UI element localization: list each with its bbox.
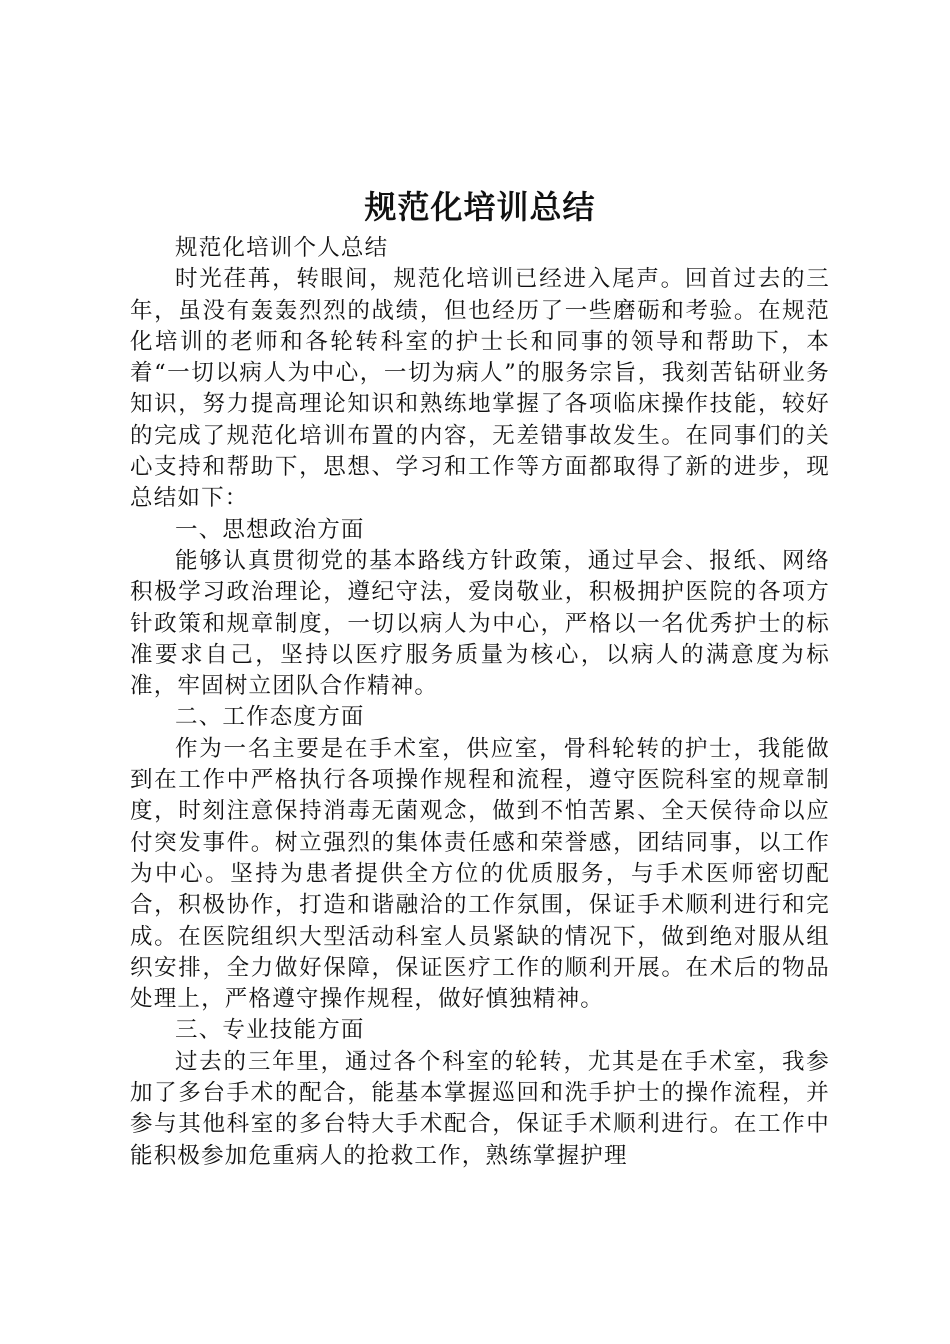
document-page bbox=[130, 185, 830, 1172]
section-body-skills: 过去的三年里，通过各个科室的轮转，尤其是在手术室，我参加了多台手术的配合，能基本掌握巡回和洗手护士的操作流程，并参与其他科室的多台特大手术配合，保证手术顺利进行。在工作中能积极参加危重病人的抢救工作，熟练掌握护理 bbox=[130, 1048, 830, 1169]
section-body-attitude: 作为一名主要是在手术室，供应室，骨科轮转的护士，我能做到在工作中严格执行各项操作规程和流程，遵守医院科室的规章制度，时刻注意保持消毒无菌观念，做到不怕苦累、全天侯待命以应付突发事件。树立强烈的集体责任感和荣誉感，团结同事，以工作为中心。坚持为患者提供全方位的优质服务，与手术医师密切配合，积极协作，打造和谐融洽的工作氛围，保证手术顺利进行和完成。在医院组织大型活动科室人员紧缺的情况下，做到绝对服从组织安排，全力做好保障，保证医疗工作的顺利开展。在术后的物品处理上，严格遵守操作规程，做好慎独精神。 bbox=[130, 735, 830, 1013]
document-title: 规范化培训总结 bbox=[364, 188, 596, 226]
section-heading-attitude: 二、工作态度方面 bbox=[175, 704, 365, 731]
section-heading-politics: 一、思想政治方面 bbox=[175, 516, 365, 543]
document-subtitle: 规范化培训个人总结 bbox=[175, 235, 389, 261]
intro-paragraph: 时光荏苒，转眼间，规范化培训已经进入尾声。回首过去的三年，虽没有轰轰烈烈的战绩，但也经历了一些磨砺和考验。在规范化培训的老师和各轮转科室的护士长和同事的领导和帮助下，本着“一切以病人为中心，一切为病人”的服务宗旨，我刻苦钻研业务知识，努力提高理论知识和熟练地掌握了各项临床操作技能，较好的完成了规范化培训布置的内容，无差错事故发生。在同事们的关心支持和帮助下，思想、学习和工作等方面都取得了新的进步，现总结如下： bbox=[130, 266, 830, 512]
section-body-politics: 能够认真贯彻党的基本路线方针政策，通过早会、报纸、网络积极学习政治理论，遵纪守法，爱岗敬业，积极拥护医院的各项方针政策和规章制度，一切以病人为中心，严格以一名优秀护士的标准要求自己，坚持以医疗服务质量为核心，以病人的满意度为标准，牢固树立团队合作精神。 bbox=[130, 547, 830, 700]
section-heading-skills: 三、专业技能方面 bbox=[175, 1017, 365, 1044]
